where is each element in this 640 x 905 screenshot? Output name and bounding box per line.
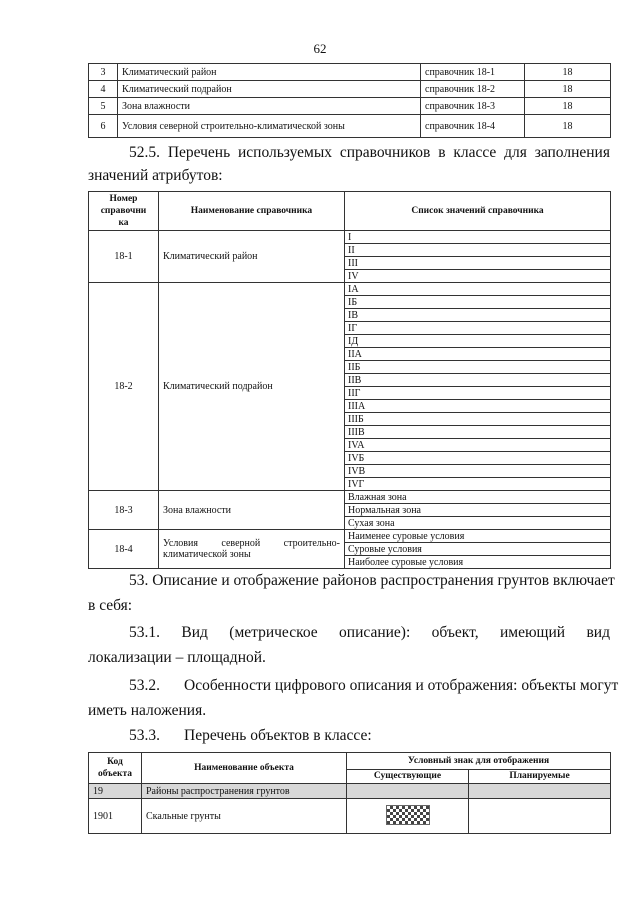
- ref-value: IIБ: [345, 361, 611, 374]
- attribute-name: Климатический район: [118, 64, 421, 81]
- word: справочников: [339, 144, 431, 161]
- paragraph-52-5: [129, 144, 610, 162]
- sign-planned: [469, 784, 611, 799]
- paragraph-53-line1: 53. Описание и отображение районов распространения грунтов включает: [129, 572, 615, 589]
- header-text: Код: [107, 757, 123, 767]
- rock-soil-hatch-symbol: [386, 805, 430, 825]
- ref-value: Влажная зона: [345, 491, 611, 504]
- paragraph-number: 52.5.: [129, 144, 160, 161]
- table-row: [89, 784, 611, 799]
- word: заполнения: [534, 144, 610, 161]
- word: объект,: [431, 624, 479, 641]
- paragraph-number: 53.3.: [129, 727, 160, 744]
- word: вид: [586, 624, 610, 641]
- ref-value: IIB: [345, 374, 611, 387]
- table-row: [89, 115, 611, 138]
- attribute-value: 18: [525, 81, 611, 98]
- header-existing: Существующие: [347, 770, 469, 784]
- word: для: [504, 144, 527, 161]
- row-number: 3: [89, 64, 118, 81]
- word: классе: [453, 144, 497, 161]
- attribute-name: Климатический подрайон: [118, 81, 421, 98]
- ref-name: Климатический подрайон: [159, 283, 345, 491]
- header-ref-name: Наименование справочника: [159, 192, 345, 231]
- paragraph-53-1-line2: локализации – площадной.: [88, 649, 266, 666]
- table-row: [89, 81, 611, 98]
- header-object-name: Наименование объекта: [142, 753, 347, 784]
- row-number: 4: [89, 81, 118, 98]
- ref-value: IIA: [345, 348, 611, 361]
- table-header-row: [89, 753, 611, 770]
- word: используемых: [237, 144, 332, 161]
- ref-value: IIГ: [345, 387, 611, 400]
- paragraph-53-3: [129, 727, 372, 745]
- row-number: 5: [89, 98, 118, 115]
- ref-value: IVA: [345, 439, 611, 452]
- ref-value: IB: [345, 309, 611, 322]
- header-sign: Условный знак для отображения: [347, 753, 611, 770]
- word: в: [438, 144, 446, 161]
- ref-name: [159, 530, 345, 569]
- ref-value: IIIБ: [345, 413, 611, 426]
- object-name: Скальные грунты: [142, 799, 347, 834]
- table-header-row: [89, 192, 611, 231]
- word: Перечень: [167, 144, 231, 161]
- paragraph-number: 53.2.: [129, 677, 160, 694]
- sign-existing: [347, 784, 469, 799]
- ref-value: I: [345, 231, 611, 244]
- ref-name: Зона влажности: [159, 491, 345, 530]
- ref-name: Климатический район: [159, 231, 345, 283]
- table-row: [89, 283, 611, 296]
- ref-value: II: [345, 244, 611, 257]
- ref-value: Суровые условия: [345, 543, 611, 556]
- ref-value: Наиболее суровые условия: [345, 556, 611, 569]
- paragraph-53-line2: в себя:: [88, 597, 133, 614]
- table-row: [89, 530, 611, 543]
- attribute-value: 18: [525, 64, 611, 81]
- word: описание):: [339, 624, 411, 641]
- object-code: 19: [89, 784, 142, 799]
- word: Вид: [181, 624, 208, 641]
- attribute-value: 18: [525, 115, 611, 138]
- attribute-name: Зона влажности: [118, 98, 421, 115]
- reference-name: справочник 18-4: [421, 115, 525, 138]
- header-ref-number: [89, 192, 159, 231]
- header-text: Номер: [109, 194, 138, 204]
- ref-value: IA: [345, 283, 611, 296]
- sign-existing: [347, 799, 469, 834]
- page-number: 62: [313, 41, 327, 56]
- ref-value: III: [345, 257, 611, 270]
- table-row: [89, 64, 611, 81]
- sign-planned: [469, 799, 611, 834]
- header-planned: Планируемые: [469, 770, 611, 784]
- ref-value: IV: [345, 270, 611, 283]
- ref-number: 18-3: [89, 491, 159, 530]
- paragraph-53-2-line2: иметь наложения.: [88, 702, 207, 719]
- ref-number: 18-2: [89, 283, 159, 491]
- reference-values-table: [88, 191, 611, 569]
- word: северной: [221, 537, 261, 549]
- reference-name: справочник 18-2: [421, 81, 525, 98]
- ref-value: IIIA: [345, 400, 611, 413]
- paragraph-53-2: [129, 677, 618, 695]
- paragraph-text: Перечень объектов в классе:: [184, 727, 372, 744]
- ref-value: IГ: [345, 322, 611, 335]
- header-text: ка: [118, 218, 129, 228]
- header-ref-values: Список значений справочника: [345, 192, 611, 231]
- attributes-table: [88, 63, 611, 138]
- objects-table: [88, 752, 611, 834]
- ref-number: 18-4: [89, 530, 159, 569]
- ref-value: IД: [345, 335, 611, 348]
- ref-number: 18-1: [89, 231, 159, 283]
- reference-name: справочник 18-1: [421, 64, 525, 81]
- paragraph-text: Особенности цифрового описания и отображения: объекты могут: [184, 677, 619, 694]
- ref-name-line2: климатической зоны: [163, 548, 251, 560]
- ref-name-line1: [163, 538, 340, 549]
- ref-value: IVГ: [345, 478, 611, 491]
- ref-value: IVB: [345, 465, 611, 478]
- attribute-value: 18: [525, 98, 611, 115]
- header-object-code: [89, 753, 142, 784]
- table-row: [89, 231, 611, 244]
- ref-value: IIIB: [345, 426, 611, 439]
- ref-value: IVБ: [345, 452, 611, 465]
- paragraph-number: 53.1.: [129, 624, 160, 641]
- reference-name: справочник 18-3: [421, 98, 525, 115]
- word: строительно-: [283, 537, 340, 549]
- table-row: [89, 799, 611, 834]
- table-row: [89, 98, 611, 115]
- object-code: 1901: [89, 799, 142, 834]
- ref-value: Наименее суровые условия: [345, 530, 611, 543]
- attribute-name: Условия северной строительно-климатической зоны: [118, 115, 421, 138]
- row-number: 6: [89, 115, 118, 138]
- paragraph-53-1: [129, 624, 610, 642]
- word: (метрическое: [229, 624, 318, 641]
- ref-value: IБ: [345, 296, 611, 309]
- ref-value: Нормальная зона: [345, 504, 611, 517]
- word: Условия: [163, 537, 198, 549]
- paragraph-52-5-line2: значений атрибутов:: [88, 167, 223, 184]
- header-text: справочни: [100, 206, 147, 216]
- ref-value: Сухая зона: [345, 517, 611, 530]
- object-name: Районы распространения грунтов: [142, 784, 347, 799]
- word: имеющий: [499, 624, 566, 641]
- table-row: [89, 491, 611, 504]
- header-text: объекта: [97, 769, 133, 779]
